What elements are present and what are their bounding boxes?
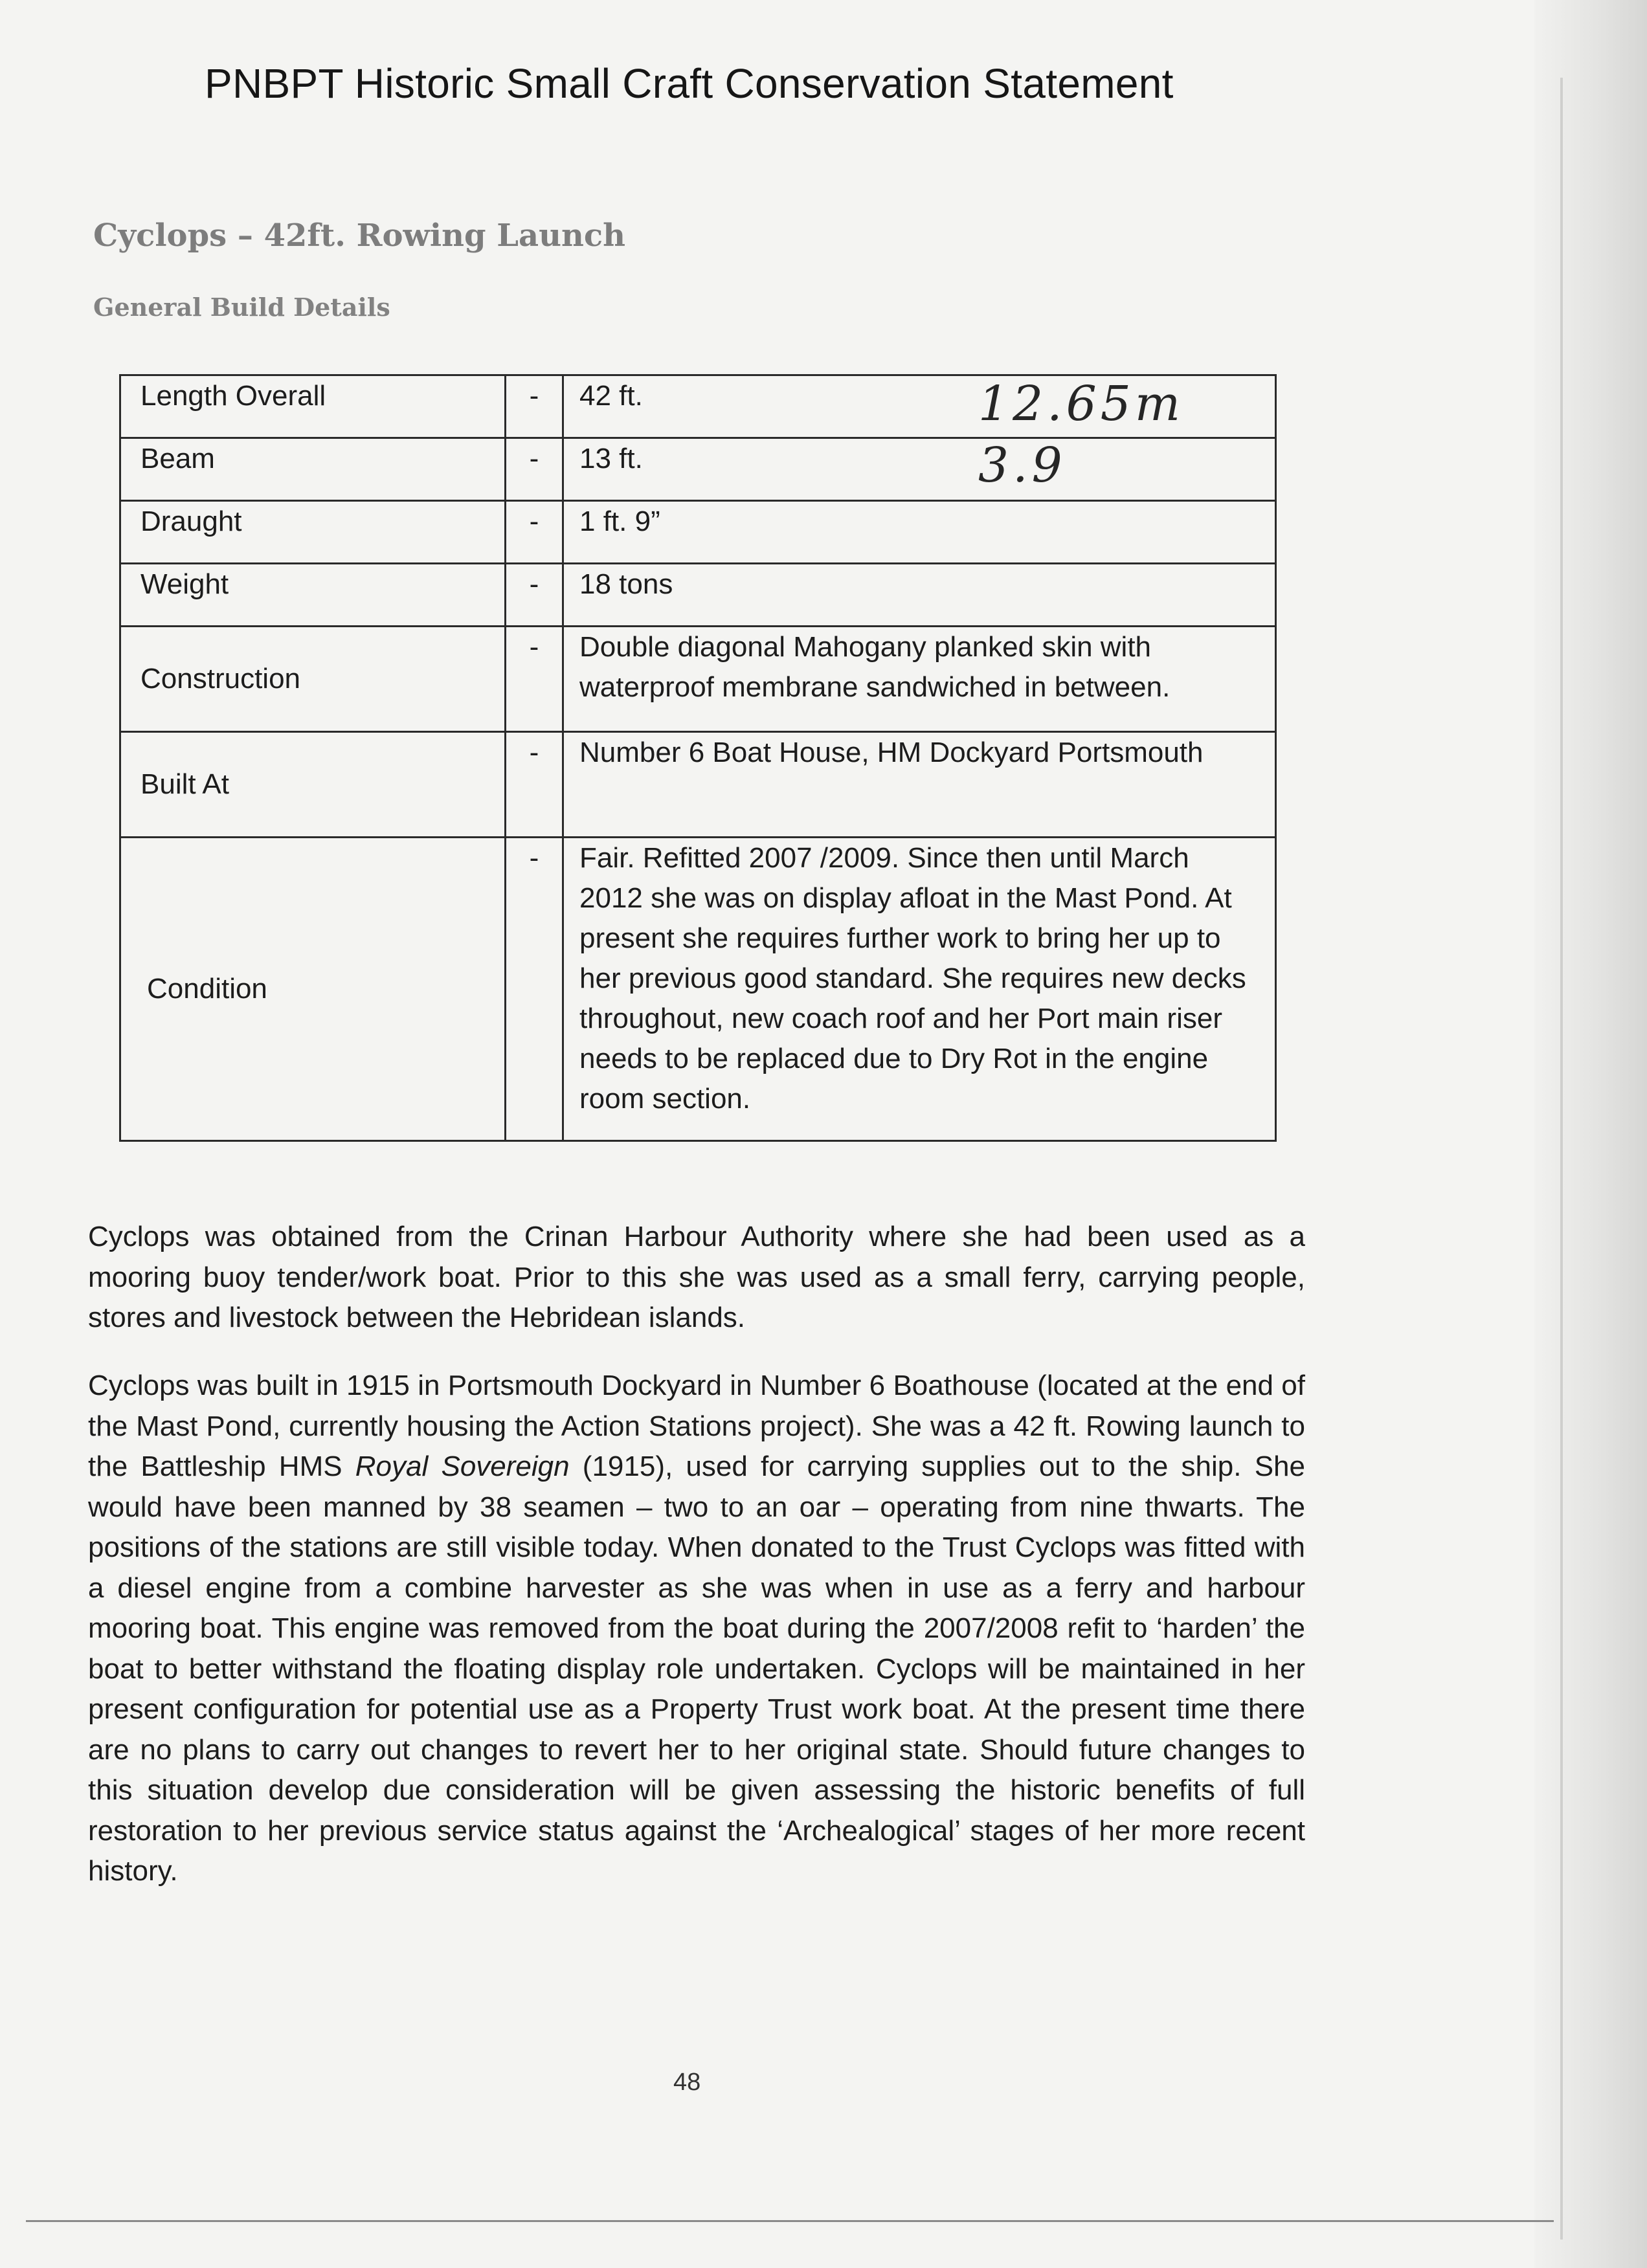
spec-label: Condition (120, 838, 506, 1141)
spec-dash: - (506, 564, 563, 627)
table-row (120, 627, 1276, 732)
spec-label: Draught (120, 501, 506, 564)
document-title: PNBPT Historic Small Craft Conservation Statement (205, 60, 1174, 107)
table-row (120, 838, 1276, 1141)
spec-dash: - (506, 375, 563, 438)
ship-name: Royal Sovereign (355, 1451, 570, 1482)
boat-heading: Cyclops – 42ft. Rowing Launch (93, 217, 626, 254)
spec-label: Weight (120, 564, 506, 627)
spec-value: Double diagonal Mahogany planked skin with waterproof membrane sandwiched in between. (563, 627, 1276, 732)
spec-value: 1 ft. 9” (563, 501, 1276, 564)
spec-label: Construction (120, 627, 506, 732)
spec-label: Length Overall (120, 375, 506, 438)
spec-dash: - (506, 838, 563, 1141)
table-row (120, 564, 1276, 627)
page-edge-line (1560, 78, 1563, 2240)
spec-dash: - (506, 438, 563, 501)
spec-label: Beam (120, 438, 506, 501)
history-paragraph-2 (88, 1366, 1305, 1892)
table-row (120, 732, 1276, 838)
spec-value-cell (563, 438, 1276, 501)
spec-value: 18 tons (563, 564, 1276, 627)
handwritten-note-beam: 3.9 (978, 438, 1066, 493)
build-details-table (119, 374, 1277, 1142)
paragraph-text: Cyclops was built in 1915 in Portsmouth Dockyard in Number 6 Boathouse (located at the end of the Mast Pond, currently housing the Action Stations project). She was a 42 ft. Rowing launch to the Battleship HMS (88, 1370, 1305, 1482)
table-row (120, 375, 1276, 438)
table-row (120, 438, 1276, 501)
spec-value: 42 ft. (579, 380, 643, 412)
spec-value: 13 ft. (579, 443, 643, 474)
spec-dash: - (506, 732, 563, 838)
spec-label: Built At (120, 732, 506, 838)
page-edge-shadow (1534, 0, 1647, 2268)
page-number: 48 (673, 2069, 701, 2096)
spec-dash: - (506, 627, 563, 732)
spec-value: Fair. Refitted 2007 /2009. Since then until March 2012 she was on display afloat in the Mast Pond. At present she requires further work to bring her up to her previous good standard. She requires new decks throughout, new coach roof and her Port main riser needs to be replaced due to Dry Rot in the engine room section. (563, 838, 1276, 1141)
section-heading: General Build Details (93, 293, 390, 322)
handwritten-note-length: 12.65m (978, 376, 1185, 432)
paragraph-text: (1915), used for carrying supplies out to the ship. She would have been manned by 38 seamen – two to an oar – operating from nine thwarts. The positions of the stations are still visible today. When donated to the Trust Cyclops was fitted with a diesel engine from a combine harvester as she was when in use as a ferry and harbour mooring boat. This engine was removed from the boat during the 2007/2008 refit to ‘harden’ the boat to better withstand the floating display role undertaken. Cyclops will be maintained in her present configuration for potential use as a Property Trust work boat. At the present time there are no plans to carry out changes to revert her to her original state. Should future changes to this situation develop due consideration will be given assessing the historic benefits of full restoration to her previous service status against the ‘Archealogical’ stages of her more recent history. (88, 1451, 1305, 1887)
spec-value: Number 6 Boat House, HM Dockyard Portsmouth (563, 732, 1276, 838)
bottom-rule (26, 2220, 1554, 2222)
spec-dash: - (506, 501, 563, 564)
spec-value-cell (563, 375, 1276, 438)
history-paragraph-1: Cyclops was obtained from the Crinan Harbour Authority where she had been used as a mooring buoy tender/work boat. Prior to this she was used as a small ferry, carrying people, stores and livestock between the Hebridean islands. (88, 1221, 1305, 1333)
table-row (120, 501, 1276, 564)
